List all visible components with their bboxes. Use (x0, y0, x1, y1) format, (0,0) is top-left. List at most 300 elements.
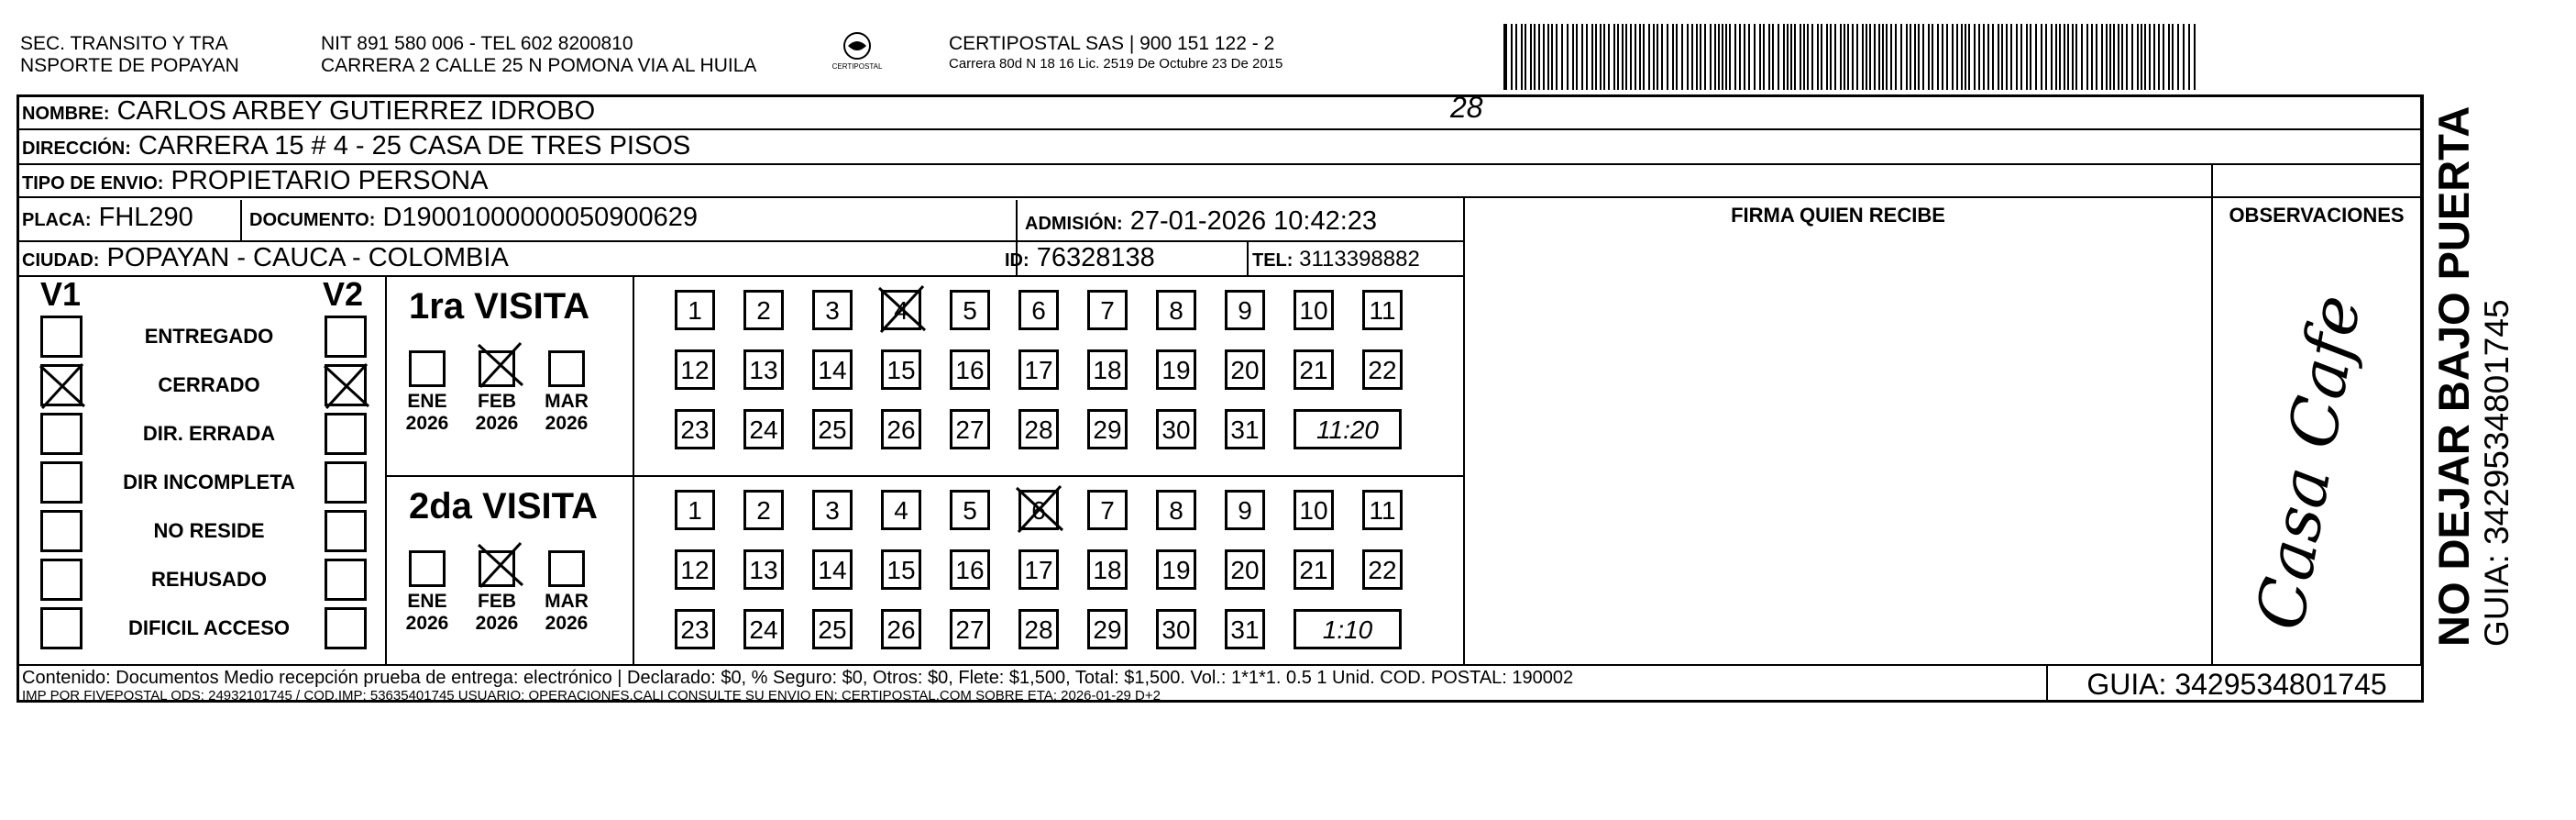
v1-checkbox-rehusado[interactable] (40, 559, 83, 601)
month-name: MAR (545, 391, 589, 412)
v2-checkbox-no-reside[interactable] (325, 510, 367, 552)
barcode-bar (1794, 24, 1796, 90)
barcode-bar (1869, 24, 1871, 90)
barcode-bar (1635, 24, 1636, 90)
row-tel (1252, 244, 1420, 276)
sender-line-1: SEC. TRANSITO Y TRA (20, 33, 228, 54)
month-name: ENE (407, 591, 447, 612)
v2-checkbox-dir-errada[interactable] (325, 413, 367, 455)
barcode-bar (1734, 24, 1736, 90)
barcode-bar (2026, 24, 2028, 90)
visit-2-day-31[interactable]: 31 (1225, 609, 1265, 649)
visit-1-day-8[interactable]: 8 (1156, 290, 1196, 330)
visit-1-day-26[interactable]: 26 (881, 409, 921, 449)
visit-1-day-10[interactable]: 10 (1294, 290, 1334, 330)
visit-2-time[interactable]: 1:10 (1294, 609, 1402, 649)
barcode-bar (1556, 24, 1558, 90)
visit-2-day-6[interactable]: 6 (1018, 490, 1059, 530)
barcode-bar (1748, 24, 1750, 90)
v1-checkbox-cerrado[interactable] (40, 364, 83, 406)
visit-2-month-label-ene (395, 591, 459, 635)
barcode-bar (2010, 24, 2012, 90)
barcode-bar (1722, 24, 1723, 90)
barcode-bar (1657, 24, 1658, 90)
visit-2-day-1[interactable]: 1 (675, 490, 715, 530)
barcode-bar (1653, 24, 1655, 90)
admision-value: 27-01-2026 10:42:23 (1129, 206, 1378, 236)
barcode-bar (2118, 24, 2119, 90)
barcode-bar (1763, 24, 1765, 90)
barcode-bar (1817, 24, 1819, 90)
visit-1-day-25[interactable]: 25 (812, 409, 853, 449)
barcode-bar (2075, 24, 2077, 90)
visit-1-day-16[interactable]: 16 (950, 349, 990, 390)
signature-area[interactable] (1465, 242, 2209, 662)
barcode-bar (1704, 24, 1706, 90)
barcode-bar (1878, 24, 1880, 90)
visit-2-day-8[interactable]: 8 (1156, 490, 1196, 530)
visit-title-2: 2da VISITA (409, 486, 598, 526)
month-name: ENE (407, 391, 447, 412)
visit-1-month-label-feb (465, 391, 529, 435)
visit-1-day-18[interactable]: 18 (1087, 349, 1128, 390)
row-nombre (22, 95, 595, 129)
barcode-bar (2081, 24, 2083, 90)
barcode-bar (1586, 24, 1588, 90)
visit-2-day-20[interactable]: 20 (1225, 549, 1265, 590)
barcode-bar (1968, 24, 1970, 90)
visit-1-day-13[interactable]: 13 (743, 349, 784, 390)
barcode-bar (1661, 24, 1663, 90)
barcode-bar (1676, 24, 1678, 90)
barcode-bar (1886, 24, 1888, 90)
visit-1-day-2[interactable]: 2 (743, 290, 784, 330)
visit-1-day-23[interactable]: 23 (675, 409, 715, 449)
footer-line-1: Contenido: Documentos Medio recepción prueba de entrega: electrónico | Declarado: $0, % Seguro: $0, Otros: $0, Flete: $1,500, Total: $1,500. Vol.: 1*1*1. 0.5 1 Unid. COD. POSTAL: 190002 (22, 668, 1574, 688)
barcode-bar (2096, 24, 2097, 90)
visit-2-day-18[interactable]: 18 (1087, 549, 1128, 590)
barcode-bar (1672, 24, 1674, 90)
status-label-rehusado: REHUSADO (151, 568, 267, 591)
visit-2-day-7[interactable]: 7 (1087, 490, 1128, 530)
barcode-bar (1910, 24, 1911, 90)
month-year: 2026 (545, 413, 589, 434)
barcode-bar (1922, 24, 1924, 90)
barcode-bar (2035, 24, 2037, 90)
barcode-bar (1914, 24, 1916, 90)
visit-1-day-5[interactable]: 5 (950, 290, 990, 330)
visit-1-day-31[interactable]: 31 (1225, 409, 1265, 449)
ciudad-value: POPAYAN - CAUCA - COLOMBIA (106, 243, 509, 272)
barcode-bar (1547, 24, 1549, 90)
visit-1-month-label-ene (395, 391, 459, 435)
visit-1-day-14[interactable]: 14 (812, 349, 853, 390)
status-label-dir-incompleta: DIR INCOMPLETA (123, 471, 295, 493)
month-year: 2026 (475, 613, 519, 634)
admision-label: ADMISIÓN: (1025, 214, 1123, 234)
visit-1-month-box-feb[interactable] (479, 350, 515, 387)
visit-1-day-6[interactable]: 6 (1018, 290, 1059, 330)
visit-2-day-14[interactable]: 14 (812, 549, 853, 590)
visit-2-day-15[interactable]: 15 (881, 549, 921, 590)
barcode-bar (2141, 24, 2142, 90)
nombre-label: NOMBRE: (22, 104, 110, 124)
barcode-bar (1759, 24, 1761, 90)
visit-2-day-16[interactable]: 16 (950, 549, 990, 590)
visit-1-day-3[interactable]: 3 (812, 290, 853, 330)
visit-2-day-12[interactable]: 12 (675, 549, 715, 590)
barcode-bar (1978, 24, 1980, 90)
barcode-bar (2149, 24, 2151, 90)
visit-2-day-17[interactable]: 17 (1018, 549, 1059, 590)
month-name: FEB (478, 391, 516, 412)
barcode-bar (1595, 24, 1597, 90)
v1-checkbox-entregado[interactable] (40, 316, 83, 358)
barcode-bar (1852, 24, 1854, 90)
barcode-bar (1687, 24, 1689, 90)
barcode-bar (2126, 24, 2128, 90)
barcode-bar (1744, 24, 1745, 90)
barcode-bar (2131, 24, 2133, 90)
barcode-bar (2051, 24, 2053, 90)
visit-2-day-19[interactable]: 19 (1156, 549, 1196, 590)
nombre-value: CARLOS ARBEY GUTIERREZ IDROBO (116, 96, 596, 126)
barcode-bar (1937, 24, 1939, 90)
visit-1-day-24[interactable]: 24 (743, 409, 784, 449)
company-sub: Carrera 80d N 18 16 Lic. 2519 De Octubre 23 De 2015 (949, 56, 1283, 72)
barcode-bar (1811, 24, 1813, 90)
nit-block (321, 33, 756, 77)
visit-1-day-4[interactable]: 4 (881, 290, 921, 330)
v2-checkbox-entregado[interactable] (325, 316, 367, 358)
month-year: 2026 (405, 413, 449, 434)
barcode-bar (1503, 24, 1507, 90)
side-guia: GUIA: 3429534801745 (2478, 299, 2515, 647)
visit-2-month-label-feb (465, 591, 529, 635)
direccion-label: DIRECCIÓN: (22, 139, 131, 159)
barcode-bar (1882, 24, 1884, 90)
v2-checkbox-dir-incompleta[interactable] (325, 461, 367, 504)
barcode-bar (1681, 24, 1683, 90)
visit-2-month-box-mar[interactable] (548, 550, 585, 587)
v1-checkbox-dificil-acceso[interactable] (40, 607, 83, 649)
v1-header: V1 (40, 275, 82, 313)
v1-checkbox-no-reside[interactable] (40, 510, 83, 552)
visit-2-day-27[interactable]: 27 (950, 609, 990, 649)
barcode-bar (2194, 24, 2196, 90)
barcode-bar (1603, 24, 1605, 90)
placa-label: PLACA: (22, 210, 92, 230)
visit-1-month-box-ene[interactable] (409, 350, 446, 387)
barcode-bar (2177, 24, 2179, 90)
visit-2-day-30[interactable]: 30 (1156, 609, 1196, 649)
barcode-bar (1710, 24, 1712, 90)
visit-1-day-20[interactable]: 20 (1225, 349, 1265, 390)
month-year: 2026 (475, 413, 519, 434)
sender-line-2: NSPORTE DE POPAYAN (20, 55, 239, 76)
barcode-bar (1617, 24, 1619, 90)
visit-2-month-box-feb[interactable] (479, 550, 515, 587)
barcode-bar (2163, 24, 2164, 90)
visit-1-time[interactable]: 11:20 (1294, 409, 1402, 449)
placa-value: FHL290 (98, 203, 193, 232)
row-tipo (22, 165, 488, 199)
barcode-bar (2086, 24, 2088, 90)
barcode-bar (1648, 24, 1650, 90)
visit-1-month-box-mar[interactable] (548, 350, 585, 387)
barcode-bar (2106, 24, 2108, 90)
visit-1-day-7[interactable]: 7 (1087, 290, 1128, 330)
barcode-bar (2016, 24, 2018, 90)
barcode-bar (1591, 24, 1593, 90)
visit-1-day-15[interactable]: 15 (881, 349, 921, 390)
barcode-bar (1895, 24, 1897, 90)
barcode-bar (1790, 24, 1792, 90)
v1-checkbox-dir-errada[interactable] (40, 413, 83, 455)
barcode-bar (1918, 24, 1920, 90)
barcode-bar (1691, 24, 1693, 90)
barcode-bar (1803, 24, 1805, 90)
barcode-bar (1900, 24, 1902, 90)
tipo-label: TIPO DE ENVIO: (22, 173, 164, 194)
barcode-bar (1600, 24, 1602, 90)
barcode-bar (1639, 24, 1641, 90)
v2-checkbox-rehusado[interactable] (325, 559, 367, 601)
month-year: 2026 (405, 613, 449, 634)
barcode-bar (2006, 24, 2008, 90)
visit-1-day-17[interactable]: 17 (1018, 349, 1059, 390)
visit-1-day-22[interactable]: 22 (1362, 349, 1403, 390)
barcode-bar (1772, 24, 1774, 90)
barcode-bar (2001, 24, 2003, 90)
status-label-dir-errada: DIR. ERRADA (142, 422, 276, 445)
barcode-bar (1974, 24, 1976, 90)
month-year: 2026 (545, 613, 589, 634)
barcode-bar (1906, 24, 1908, 90)
barcode-bar (1965, 24, 1966, 90)
row-documento (249, 202, 698, 236)
barcode-bar (2059, 24, 2061, 90)
barcode-bar (1739, 24, 1741, 90)
barcode-bar (1643, 24, 1645, 90)
barcode-bar (1928, 24, 1930, 90)
visit-2-day-2[interactable]: 2 (743, 490, 784, 530)
visit-1-day-27[interactable]: 27 (950, 409, 990, 449)
visit-1-month-label-mar (534, 391, 599, 435)
barcode-bar (2188, 24, 2190, 90)
barcode-bar (1572, 24, 1574, 90)
barcode-bar (2168, 24, 2170, 90)
visit-1-day-11[interactable]: 11 (1362, 290, 1403, 330)
barcode-bar (2041, 24, 2042, 90)
row-placa (22, 202, 193, 236)
visit-1-day-21[interactable]: 21 (1294, 349, 1334, 390)
tel-label: TEL: (1252, 250, 1294, 271)
barcode-bar (1840, 24, 1842, 90)
row-admision (1025, 205, 1377, 239)
barcode-bar (1961, 24, 1963, 90)
barcode-bar (1530, 24, 1532, 90)
barcode-bar (2030, 24, 2031, 90)
documento-label: DOCUMENTO: (249, 210, 376, 230)
side-warning: NO DEJAR BAJO PUERTA (2429, 105, 2478, 647)
barcode-bar (1862, 24, 1864, 90)
status-label-dificil-acceso: DIFICIL ACCESO (127, 616, 290, 639)
visit-2-day-3[interactable]: 3 (812, 490, 853, 530)
barcode-bar (2153, 24, 2155, 90)
handwritten-number: 28 (1450, 91, 1483, 124)
visit-1-day-1[interactable]: 1 (675, 290, 715, 330)
barcode-bar (1576, 24, 1578, 90)
barcode-bar (2101, 24, 2103, 90)
barcode-bar (1515, 24, 1517, 90)
barcode (1503, 24, 2200, 90)
barcode-bar (1613, 24, 1615, 90)
barcode-bar (2121, 24, 2123, 90)
barcode-bar (1987, 24, 1989, 90)
barcode-bar (2091, 24, 2093, 90)
barcode-bar (1866, 24, 1867, 90)
month-name: FEB (478, 591, 516, 612)
tel-value: 3113398882 (1299, 247, 1420, 271)
status-label-cerrado: CERRADO (158, 373, 260, 396)
visit-2-month-box-ene[interactable] (409, 550, 446, 587)
visit-1-day-29[interactable]: 29 (1087, 409, 1128, 449)
visit-1-day-9[interactable]: 9 (1225, 290, 1265, 330)
visit-2-day-29[interactable]: 29 (1087, 609, 1128, 649)
barcode-bar (1946, 24, 1948, 90)
observaciones-handwriting: Casa Cafe (2240, 289, 2376, 636)
visit-2-day-9[interactable]: 9 (1225, 490, 1265, 530)
visit-2-day-26[interactable]: 26 (881, 609, 921, 649)
barcode-bar (1718, 24, 1720, 90)
barcode-bar (1551, 24, 1553, 90)
nit-line: NIT 891 580 006 - TEL 602 8200810 (321, 33, 633, 54)
barcode-bar (1807, 24, 1809, 90)
visit-1-day-12[interactable]: 12 (675, 349, 715, 390)
v2-checkbox-dificil-acceso[interactable] (325, 607, 367, 649)
barcode-bar (1844, 24, 1845, 90)
barcode-bar (1834, 24, 1836, 90)
visit-2-day-21[interactable]: 21 (1294, 549, 1334, 590)
barcode-bar (1956, 24, 1958, 90)
barcode-bar (1534, 24, 1536, 90)
visit-1-day-19[interactable]: 19 (1156, 349, 1196, 390)
footer-line-2: IMP POR FIVEPOSTAL ODS: 24932101745 / COD.IMP: 53635401745 USUARIO: OPERACIONES.CALI CONSULTE SU ENVIO EN: CERTIPOSTAL.COM SOBRE ETA: 2026-01-29 D+2 (22, 688, 1161, 704)
direccion-value: CARRERA 15 # 4 - 25 CASA DE TRES PISOS (138, 131, 691, 161)
barcode-bar (1625, 24, 1627, 90)
barcode-bar (1561, 24, 1563, 90)
barcode-bar (1992, 24, 1994, 90)
barcode-bar (1567, 24, 1569, 90)
barcode-bar (1622, 24, 1624, 90)
barcode-bar (1778, 24, 1779, 90)
barcode-bar (1538, 24, 1540, 90)
barcode-bar (1768, 24, 1770, 90)
v1-checkbox-dir-incompleta[interactable] (40, 461, 83, 504)
visit-2-month-label-mar (534, 591, 599, 635)
visit-2-day-4[interactable]: 4 (881, 490, 921, 530)
barcode-bar (2144, 24, 2146, 90)
company-line: CERTIPOSTAL SAS | 900 151 122 - 2 (949, 33, 1275, 54)
v2-checkbox-cerrado[interactable] (325, 364, 367, 406)
id-value: 76328138 (1036, 243, 1155, 272)
barcode-bar (1821, 24, 1822, 90)
barcode-bar (1783, 24, 1785, 90)
sender-block (20, 33, 239, 77)
barcode-bar (1511, 24, 1513, 90)
barcode-bar (1696, 24, 1698, 90)
visit-2-day-13[interactable]: 13 (743, 549, 784, 590)
barcode-bar (1800, 24, 1801, 90)
barcode-bar (1998, 24, 1999, 90)
barcode-bar (2172, 24, 2174, 90)
row-ciudad (22, 242, 509, 276)
barcode-bar (2072, 24, 2074, 90)
barcode-bar (1856, 24, 1858, 90)
firma-header: FIRMA QUIEN RECIBE (1731, 204, 1945, 227)
barcode-bar (2055, 24, 2057, 90)
barcode-bar (2113, 24, 2115, 90)
visit-2-day-22[interactable]: 22 (1362, 549, 1403, 590)
barcode-bar (2109, 24, 2111, 90)
barcode-bar (1581, 24, 1583, 90)
documento-value: D19001000000050900629 (382, 203, 698, 232)
barcode-bar (1521, 24, 1523, 90)
barcode-bar (2067, 24, 2069, 90)
barcode-bar (2020, 24, 2022, 90)
visit-2-day-23[interactable]: 23 (675, 609, 715, 649)
barcode-bar (1667, 24, 1668, 90)
visit-2-day-11[interactable]: 11 (1362, 490, 1403, 530)
barcode-bar (1826, 24, 1828, 90)
footer-guia: GUIA: 3429534801745 (2086, 668, 2387, 701)
visit-1-day-30[interactable]: 30 (1156, 409, 1196, 449)
visit-2-day-5[interactable]: 5 (950, 490, 990, 530)
row-id (1005, 242, 1155, 276)
visit-2-day-24[interactable]: 24 (743, 609, 784, 649)
barcode-bar (1942, 24, 1943, 90)
ciudad-label: CIUDAD: (22, 250, 100, 271)
status-label-entregado: ENTREGADO (144, 325, 274, 348)
barcode-bar (1754, 24, 1756, 90)
visit-1-day-28[interactable]: 28 (1018, 409, 1059, 449)
barcode-bar (2064, 24, 2065, 90)
barcode-bar (2158, 24, 2160, 90)
observaciones-header: OBSERVACIONES (2229, 204, 2405, 227)
barcode-bar (1700, 24, 1701, 90)
company-block (949, 33, 1282, 73)
barcode-bar (1630, 24, 1632, 90)
barcode-bar (1725, 24, 1727, 90)
visit-2-day-25[interactable]: 25 (812, 609, 853, 649)
row-direccion (22, 130, 690, 164)
observaciones-area[interactable] (2235, 240, 2382, 662)
v2-header: V2 (323, 275, 364, 313)
barcode-bar (1847, 24, 1849, 90)
barcode-bar (1890, 24, 1892, 90)
tipo-value: PROPIETARIO PERSONA (171, 166, 489, 195)
visit-2-day-28[interactable]: 28 (1018, 609, 1059, 649)
barcode-bar (1830, 24, 1832, 90)
barcode-bar (1608, 24, 1610, 90)
status-label-no-reside: NO RESIDE (153, 519, 265, 542)
visit-title-1: 1ra VISITA (409, 286, 590, 327)
barcode-bar (1787, 24, 1789, 90)
visit-2-day-10[interactable]: 10 (1294, 490, 1334, 530)
barcode-bar (1983, 24, 1985, 90)
logo-text: CERTIPOSTAL (831, 62, 883, 71)
